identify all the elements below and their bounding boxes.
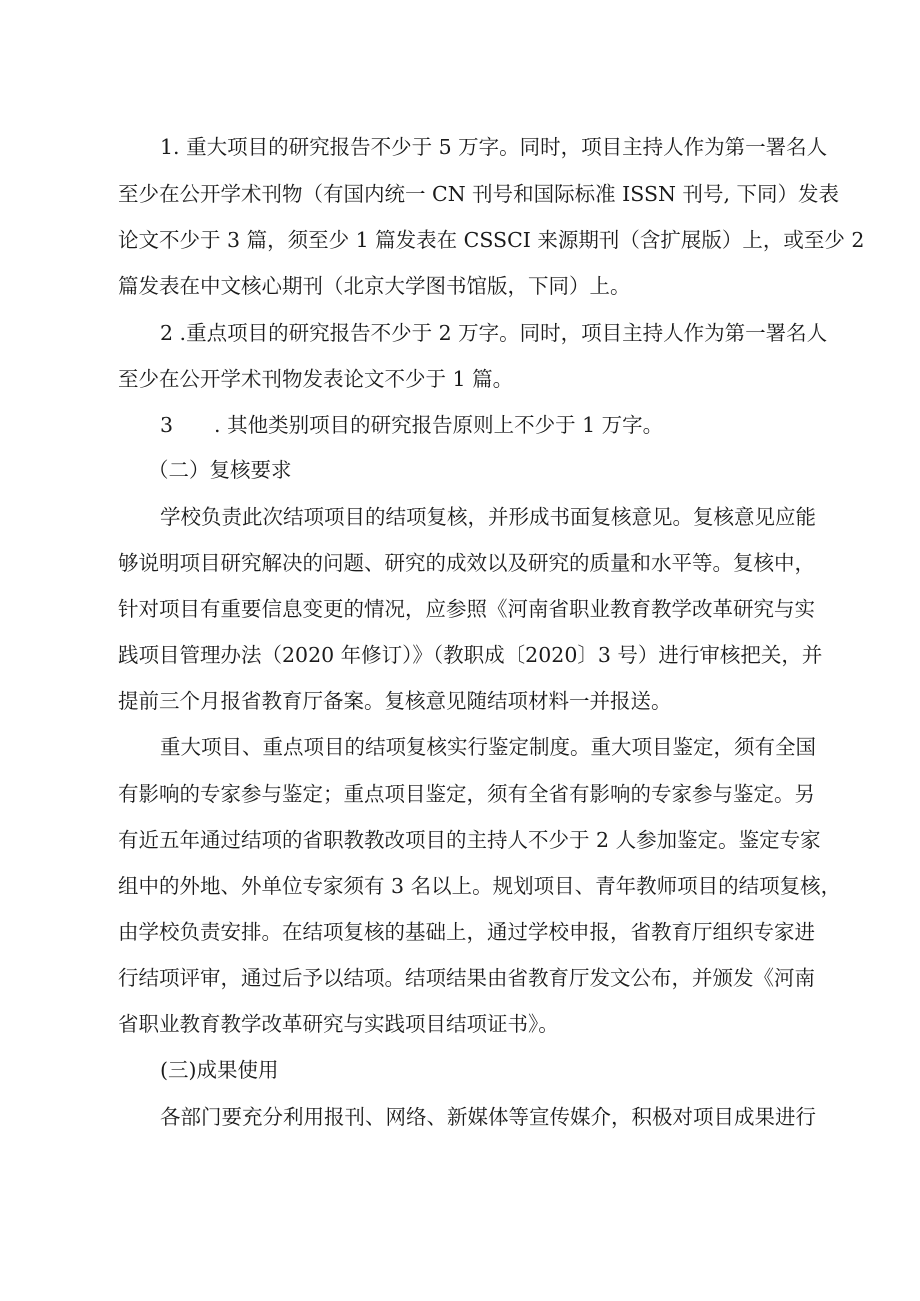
review-para-2-line-4: 组中的外地、外单位专家须有 3 名以上。规划项目、青年教师项目的结项复核， bbox=[118, 874, 842, 898]
review-para-2-line-3: 有近五年通过结项的省职教教改项目的主持人不少于 2 人参加鉴定。鉴定专家 bbox=[118, 828, 821, 852]
item-1-line-4: 篇发表在中文核心期刊（北京大学图书馆版，下同）上。 bbox=[118, 274, 631, 298]
item-2-line-2: 至少在公开学术刊物发表论文不少于 1 篇。 bbox=[118, 367, 514, 391]
review-para-2-line-1: 重大项目、重点项目的结项复核实行鉴定制度。重大项目鉴定，须有全国 bbox=[160, 735, 816, 759]
section-heading-results: (三)成果使用 bbox=[160, 1058, 279, 1082]
review-para-2-line-5: 由学校负责安排。在结项复核的基础上，通过学校申报，省教育厅组织专家进 bbox=[118, 920, 815, 944]
review-para-1-line-4: 践项目管理办法（2020 年修订）》（教职成〔2020〕3 号）进行审核把关，并 bbox=[118, 643, 823, 667]
item-1-line-1: 1. 重大项目的研究报告不少于 5 万字。同时，项目主持人作为第一署名人 bbox=[160, 135, 828, 159]
item-1-line-3: 论文不少于 3 篇，须至少 1 篇发表在 CSSCI 来源期刊（含扩展版）上，或至少 2 bbox=[118, 228, 865, 252]
review-para-1-line-1: 学校负责此次结项项目的结项复核，并形成书面复核意见。复核意见应能 bbox=[160, 505, 816, 529]
results-para-line-1: 各部门要充分利用报刊、网络、新媒体等宣传媒介，积极对项目成果进行 bbox=[160, 1105, 816, 1129]
item-3-line: 3 . 其他类别项目的研究报告原则上不少于 1 万字。 bbox=[160, 413, 664, 437]
review-para-2-line-6: 行结项评审，通过后予以结项。结项结果由省教育厅发文公布，并颁发《河南 bbox=[118, 966, 815, 990]
review-para-2-line-7: 省职业教育教学改革研究与实践项目结项证书》。 bbox=[118, 1012, 559, 1036]
section-heading-review: （二）复核要求 bbox=[148, 458, 292, 482]
review-para-1-line-2: 够说明项目研究解决的问题、研究的成效以及研究的质量和水平等。复核中， bbox=[118, 551, 815, 575]
item-1-line-2: 至少在公开学术刊物（有国内统一 CN 刊号和国际标准 ISSN 刊号, 下同）发表 bbox=[118, 182, 839, 206]
review-para-1-line-5: 提前三个月报省教育厅备案。复核意见随结项材料一并报送。 bbox=[118, 689, 672, 713]
review-para-2-line-2: 有影响的专家参与鉴定；重点项目鉴定，须有全省有影响的专家参与鉴定。另 bbox=[118, 782, 815, 806]
item-2-line-1: 2 .重点项目的研究报告不少于 2 万字。同时，项目主持人作为第一署名人 bbox=[160, 321, 828, 345]
review-para-1-line-3: 针对项目有重要信息变更的情况，应参照《河南省职业教育教学改革研究与实 bbox=[118, 597, 815, 621]
